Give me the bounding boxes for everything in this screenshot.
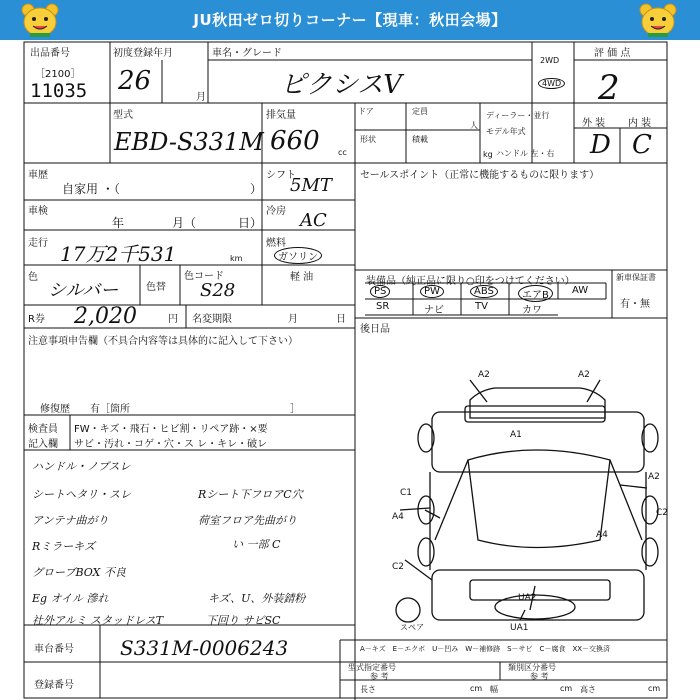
warranty-label: 新車保証書 [616, 273, 656, 282]
remark-3: アンテナ曲がり [32, 514, 109, 527]
remark-right-5: 下回り サビSC [206, 614, 281, 627]
class-no-label: 類別区分番号 [508, 663, 556, 672]
dim-unit-2: cm [560, 684, 573, 693]
color-tone-label: 色替 [146, 282, 166, 293]
damage-mark: C1 [400, 488, 413, 498]
mileage-label: 走行 [28, 238, 48, 249]
handle-label: ハンドル 左・右 [496, 149, 555, 158]
remark-right-4: キズ、U、外装錆粉 [208, 592, 306, 605]
month-unit: 月 [196, 92, 206, 103]
equipment-label: 装備品（純正品に限り○印をつけてください） [366, 276, 575, 287]
shift-label: シフト [266, 170, 296, 181]
four-wd: 4WD [538, 78, 565, 89]
displacement-value: 660 [270, 126, 320, 156]
dim-width: 幅 [490, 685, 498, 694]
two-wd: 2WD [540, 56, 560, 65]
recycle-value: 2,020 [74, 304, 137, 329]
load-unit: kg [483, 150, 493, 159]
model-name-label: 車名・グレード [212, 48, 282, 59]
damage-legend: A－キズ E－エクボ U－凹み W－補修跡 S－サビ C－腐食 XX－交換済 [360, 645, 611, 653]
inspector-label-1: 検査員 [28, 424, 58, 435]
damage-mark: UA2 [518, 593, 537, 603]
fuel-light: 軽 油 [290, 272, 314, 283]
dim-unit-3: cm [648, 684, 661, 693]
color-code-label: 色コード [184, 271, 224, 282]
name-change-day: 日 [336, 314, 346, 325]
page-title: JU秋田ゼロ切りコーナー【現車：秋田会場】 [193, 11, 507, 29]
capacity-unit: 人 [470, 121, 478, 130]
lot-number: 11035 [30, 80, 88, 102]
spec-no-sub: 参 考 [370, 672, 389, 681]
damage-mark: A1 [510, 430, 522, 440]
shaken-day: 日） [238, 216, 263, 230]
sales-point-label: セールスポイント（正常に機能するものに限ります） [360, 170, 600, 181]
dim-length: 長さ [360, 685, 376, 694]
int-label: 内 装 [628, 118, 652, 129]
damage-mark: A4 [596, 530, 608, 540]
type-label: 型式 [113, 110, 133, 121]
auction-sheet [0, 40, 700, 700]
usage-value: 自家用 ・（ [62, 182, 120, 196]
score-label: 評 価 点 [594, 48, 631, 59]
chassis-label: 車台番号 [34, 644, 74, 655]
cc-unit: cc [338, 148, 347, 157]
ext-label: 外 装 [582, 118, 606, 129]
remark-5: グローブBOX 不良 [32, 566, 126, 579]
damage-mark: A4 [392, 512, 404, 522]
damage-mark: UA1 [510, 623, 529, 633]
shaken-year: 年 [112, 216, 125, 230]
warranty-value: 有・無 [620, 299, 650, 310]
inspector-row-2: サビ・汚れ・コゲ・穴・ス レ・キレ・破レ [74, 439, 268, 450]
model-name-value: ピクシスV [280, 70, 402, 100]
rear-seat-label: 後日品 [360, 324, 390, 335]
displacement-label: 排気量 [266, 110, 296, 121]
color-code: S28 [200, 280, 236, 301]
lot-label: 出品番号 [30, 48, 70, 59]
equip-sr: SR [376, 301, 390, 312]
class-no-sub: 参 考 [530, 672, 549, 681]
fuel-label: 燃料 [266, 238, 286, 249]
equip-navi: ナビ [424, 305, 444, 316]
aircon-value: AC [300, 210, 327, 231]
shaken-label: 車検 [28, 206, 48, 217]
equip-abs: ABS [470, 285, 498, 298]
color-value: シルバー [48, 280, 119, 301]
damage-mark: A2 [648, 472, 660, 482]
dim-unit-1: cm [470, 684, 483, 693]
equip-leather: カワ [522, 305, 542, 316]
ext-value: D [590, 130, 611, 160]
dealer-label: ディーラー・並行 [486, 111, 550, 120]
usage-label: 車歴 [28, 170, 48, 181]
damage-mark: C2 [656, 508, 669, 518]
score-value: 2 [598, 68, 620, 108]
remark-1: ハンドル・ノブスレ [32, 460, 131, 473]
remark-2: シートヘタリ・スレ [32, 488, 131, 501]
dim-height: 高さ [580, 685, 596, 694]
chassis-value: S331M-0006243 [120, 636, 289, 660]
mileage-unit: km [230, 254, 243, 263]
recycle-label: R券 [28, 314, 45, 325]
equip-airbag: エアB [518, 285, 553, 302]
remark-right-3: い 一部 C [232, 538, 281, 551]
int-value: C [632, 130, 652, 160]
first-reg-year: 26 [118, 66, 152, 96]
remark-7: 社外アルミ スタッドレスT [32, 614, 164, 627]
name-change-month: 月 [288, 314, 298, 325]
shaken-month: 月（ [172, 216, 197, 230]
inspector-row-1: FW・キズ・飛石・ヒビ割・リペア跡・×要 [74, 424, 268, 435]
usage-close: ） [250, 182, 263, 196]
damage-mark: C2 [392, 562, 405, 572]
remark-right-2: 荷室フロア先曲がり [198, 514, 297, 527]
mileage-value: 17万2千531 [60, 242, 177, 266]
aircon-label: 冷房 [266, 206, 286, 217]
load-label: 積載 [412, 135, 428, 144]
damage-mark: A2 [578, 370, 590, 380]
first-reg-label: 初度登録年月 [113, 48, 173, 59]
bear-mascot-icon [638, 2, 678, 38]
damage-mark: A2 [478, 370, 490, 380]
type-value: EBD-S331M [114, 128, 264, 156]
header-bar [0, 0, 700, 40]
model-year-label: モデル年式 [486, 127, 526, 136]
color-label: 色 [28, 272, 38, 283]
repair-history: 修復歴 有［箇所 ］ [40, 404, 300, 415]
car-damage-diagram [396, 380, 658, 622]
name-change-label: 名変期限 [192, 314, 232, 325]
remark-4: Rミラーキズ [32, 540, 96, 553]
remark-6: Eg オイル 滲れ [32, 592, 109, 605]
capacity-label: 定員 [412, 107, 428, 116]
spec-no-label: 型式指定番号 [348, 663, 396, 672]
equip-pw: PW [420, 285, 444, 298]
inspector-label-2: 記入欄 [28, 439, 58, 450]
shift-value: 5MT [290, 175, 332, 196]
notes-label: 注意事項申告欄（不具合内容等は具体的に記入して下さい） [28, 336, 298, 347]
remark-right-1: Rシート下フロアC穴 [198, 488, 303, 501]
equip-aw: AW [572, 285, 589, 296]
registration-label: 登録番号 [34, 680, 74, 691]
recycle-unit: 円 [168, 314, 178, 325]
door-label: ドア [358, 107, 374, 116]
lot-code: ［2100］ [35, 69, 81, 80]
spare-label: スペア [400, 623, 424, 632]
equip-tv: TV [475, 301, 488, 312]
equip-ps: PS [370, 285, 390, 298]
fuel-gas: ガソリン [274, 247, 322, 264]
shape-label: 形状 [360, 135, 376, 144]
